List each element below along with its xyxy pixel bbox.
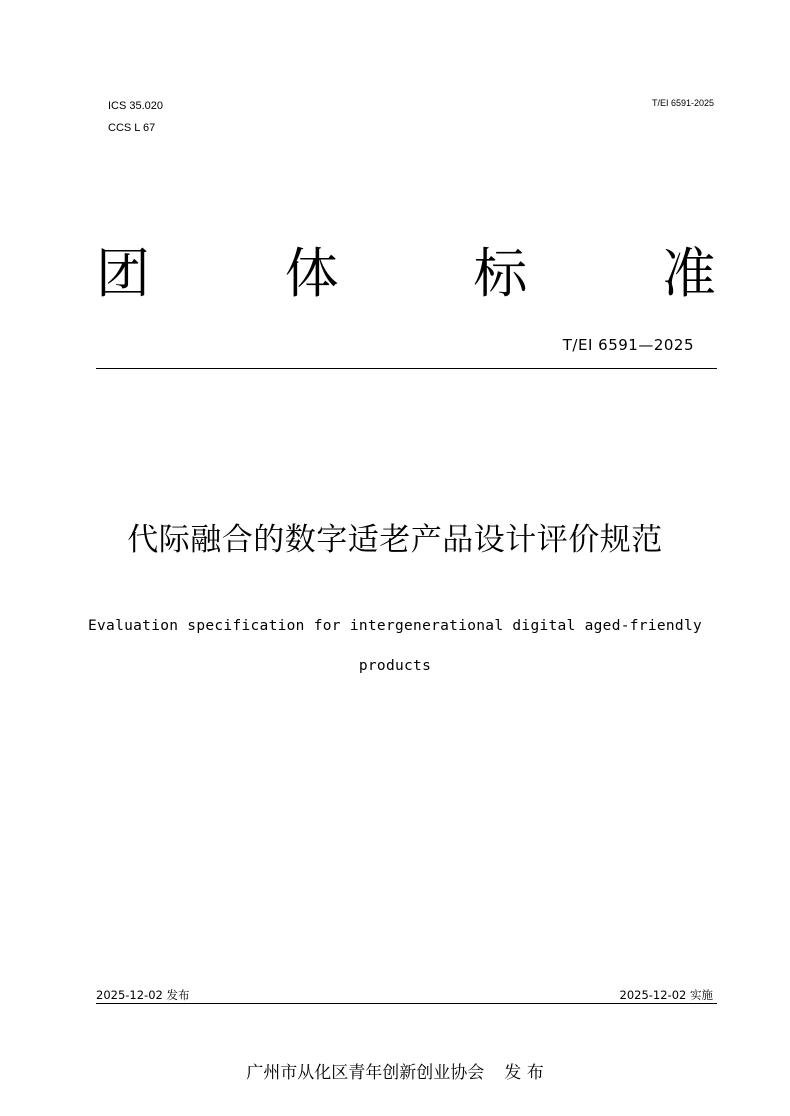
ccs-code: CCS L 67 [108, 122, 156, 134]
title-chinese: 代际融合的数字适老产品设计评价规范 [127, 522, 663, 558]
standard-type-char: 团 [96, 242, 150, 305]
publisher-line [0, 1058, 790, 1083]
bottom-divider [96, 1003, 717, 1004]
standard-type-heading [96, 242, 716, 306]
publisher-action: 发 布 [504, 1063, 544, 1083]
title-english-line-2: products [358, 658, 432, 674]
implementation-date: 2025-12-02 实施 [619, 988, 713, 1002]
title-english-line-1: Evaluation specification for intergenerational digital aged-friendly [87, 618, 703, 634]
standard-code: T/EI 6591—2025 [562, 336, 694, 354]
ics-code: ICS 35.020 [108, 100, 164, 112]
issue-date: 2025-12-02 发布 [96, 988, 190, 1002]
top-divider [96, 368, 717, 369]
standard-type-char: 标 [473, 242, 528, 305]
standard-type-char: 准 [661, 242, 716, 305]
standard-type-char: 体 [284, 242, 339, 305]
header-standard-code: T/EI 6591-2025 [651, 98, 714, 108]
publisher-organization: 广州市从化区青年创新创业协会 [246, 1063, 485, 1083]
